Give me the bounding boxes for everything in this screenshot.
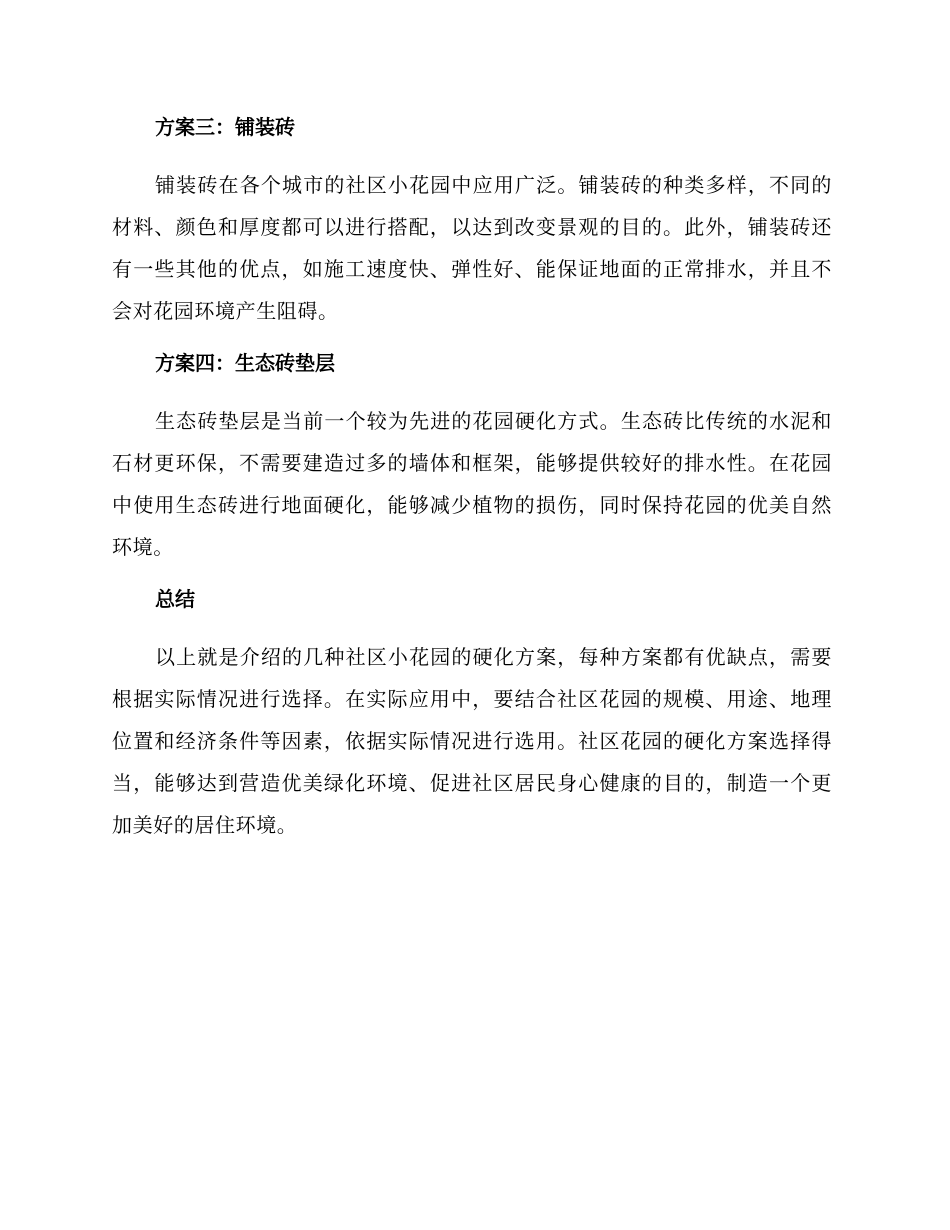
section-eco-brick-cushion (112, 346, 832, 568)
section-heading: 总结 (155, 587, 195, 611)
section-paragraph: 铺装砖在各个城市的社区小花园中应用广泛。铺装砖的种类多样，不同的材料、颜色和厚度都可以进行搭配，以达到改变景观的目的。此外，铺装砖还有一些其他的优点，如施工速度快、弹性好、能保证地面的正常排水，并且不会对花园环境产生阻碍。 (112, 173, 832, 323)
section-heading: 方案四：生态砖垫层 (155, 351, 335, 375)
section-paving-bricks (112, 110, 832, 332)
section-paragraph: 生态砖垫层是当前一个较为先进的花园硬化方式。生态砖比传统的水泥和石材更环保，不需要建造过多的墙体和框架，能够提供较好的排水性。在花园中使用生态砖进行地面硬化，能够减少植物的损伤，同时保持花园的优美自然环境。 (112, 409, 832, 559)
section-heading: 方案三：铺装砖 (155, 115, 295, 139)
document-body (112, 110, 832, 860)
section-paragraph: 以上就是介绍的几种社区小花园的硬化方案，每种方案都有优缺点，需要根据实际情况进行选择。在实际应用中，要结合社区花园的规模、用途、地理位置和经济条件等因素，依据实际情况进行选用。社区花园的硬化方案选择得当，能够达到营造优美绿化环境、促进社区居民身心健康的目的，制造一个更加美好的居住环境。 (112, 645, 832, 837)
section-summary (112, 582, 832, 846)
